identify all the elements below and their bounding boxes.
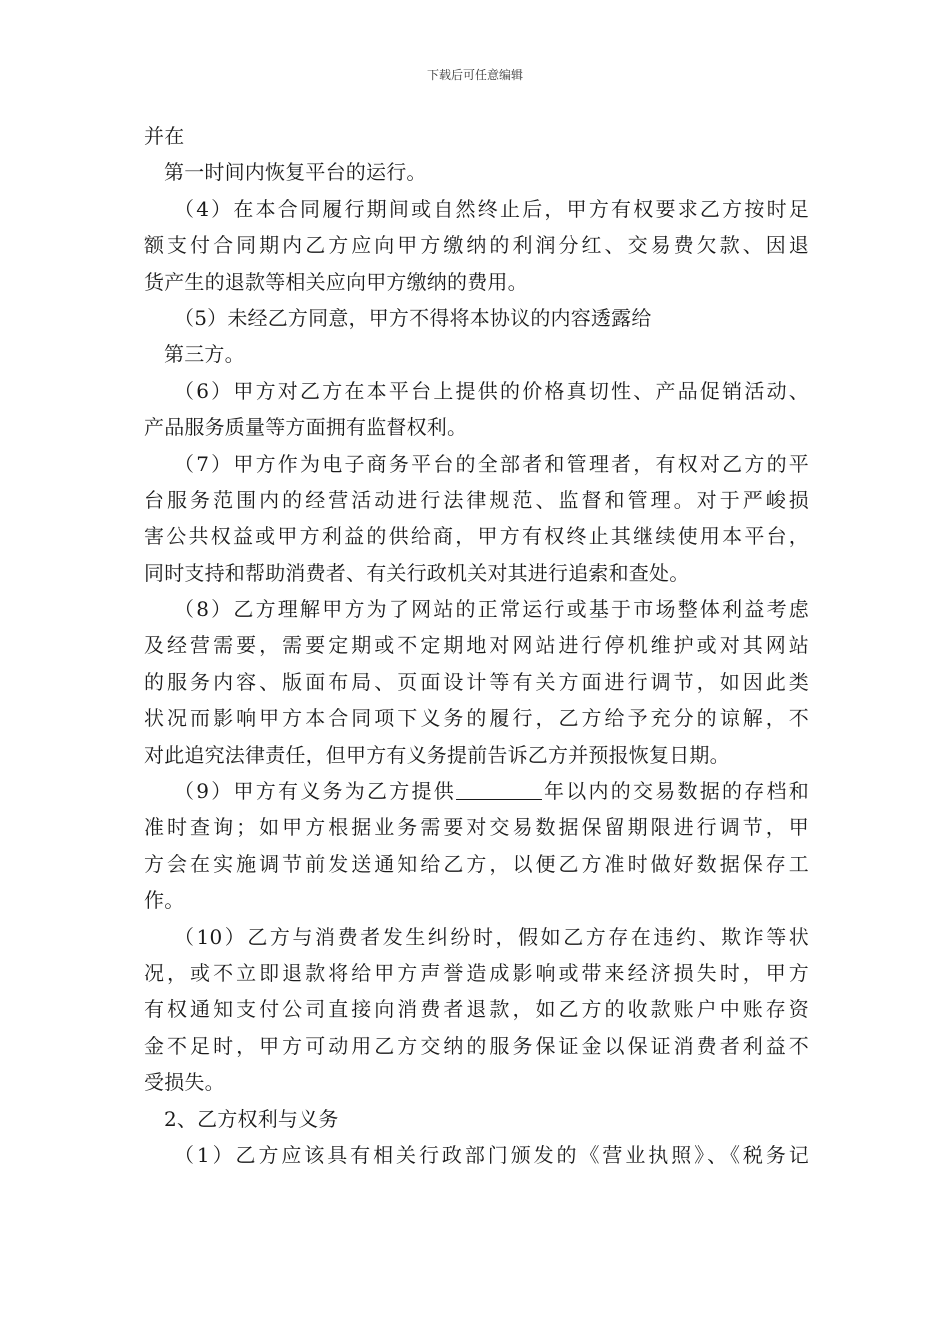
line-segment: 年以内的交易数据的存档和 bbox=[541, 779, 809, 804]
text-line: 金不足时，甲方可动用乙方交纳的服务保证金以保证消费者利益不 bbox=[144, 1033, 809, 1058]
text-line: 产品服务质量等方面拥有监督权利。 bbox=[144, 415, 468, 440]
text-line: 方会在实施调节前发送通知给乙方，以便乙方准时做好数据保存工 bbox=[144, 851, 809, 876]
text-line: （1）乙方应该具有相关行政部门颁发的《营业执照》、《税务记 bbox=[174, 1142, 809, 1167]
text-line: 作。 bbox=[144, 888, 185, 913]
text-line: （4）在本合同履行期间或自然终止后，甲方有权要求乙方按时足 bbox=[174, 196, 809, 221]
text-line: 台服务范围内的经营活动进行法律规范、监督和管理。对于严峻损 bbox=[144, 487, 809, 512]
text-line: 有权通知支付公司直接向消费者退款，如乙方的收款账户中账存资 bbox=[144, 997, 809, 1022]
text-line: 第三方。 bbox=[164, 342, 245, 367]
text-line: （6）甲方对乙方在本平台上提供的价格真切性、产品促销活动、 bbox=[174, 378, 809, 403]
text-line: 及经营需要，需要定期或不定期地对网站进行停机维护或对其网站 bbox=[144, 633, 809, 658]
text-line: 并在 bbox=[144, 124, 185, 148]
text-line: 况，或不立即退款将给甲方声誉造成影响或带来经济损失时，甲方 bbox=[144, 960, 809, 985]
text-line: 状况而影响甲方本合同项下义务的履行，乙方给予充分的谅解，不 bbox=[144, 706, 809, 731]
text-line: （8）乙方理解甲方为了网站的正常运行或基于市场整体利益考虑 bbox=[174, 597, 809, 622]
text-line: 的服务内容、版面布局、页面设计等有关方面进行调节，如因此类 bbox=[144, 669, 809, 694]
text-line: 2、乙方权利与义务 bbox=[164, 1106, 339, 1131]
text-line: 害公共权益或甲方利益的供给商，甲方有权终止其继续使用本平台， bbox=[144, 524, 809, 549]
text-line: 受损失。 bbox=[144, 1070, 225, 1095]
fill-in-blank bbox=[456, 779, 542, 800]
text-line: 额支付合同期内乙方应向甲方缴纳的利润分红、交易费欠款、因退 bbox=[144, 233, 809, 258]
text-line: 对此追究法律责任，但甲方有义务提前告诉乙方并预报恢复日期。 bbox=[144, 742, 730, 767]
text-line: 货产生的退款等相关应向甲方缴纳的费用。 bbox=[144, 269, 528, 294]
page-header: 下载后可任意编辑 bbox=[426, 68, 523, 82]
text-line: 准时查询；如甲方根据业务需要对交易数据保留期限进行调节，甲 bbox=[144, 815, 809, 840]
line-segment: （9）甲方有义务为乙方提供 bbox=[174, 779, 456, 804]
text-line: （5）未经乙方同意，甲方不得将本协议的内容透露给 bbox=[174, 305, 652, 330]
document-body bbox=[144, 118, 809, 1173]
text-line: （10）乙方与消费者发生纠纷时，假如乙方存在违约、欺诈等状 bbox=[174, 924, 809, 949]
text-line: 同时支持和帮助消费者、有关行政机关对其进行追索和查处。 bbox=[144, 560, 690, 585]
text-line: （7）甲方作为电子商务平台的全部者和管理者，有权对乙方的平 bbox=[174, 451, 809, 476]
text-line bbox=[144, 773, 809, 809]
text-line: 第一时间内恢复平台的运行。 bbox=[164, 160, 427, 185]
